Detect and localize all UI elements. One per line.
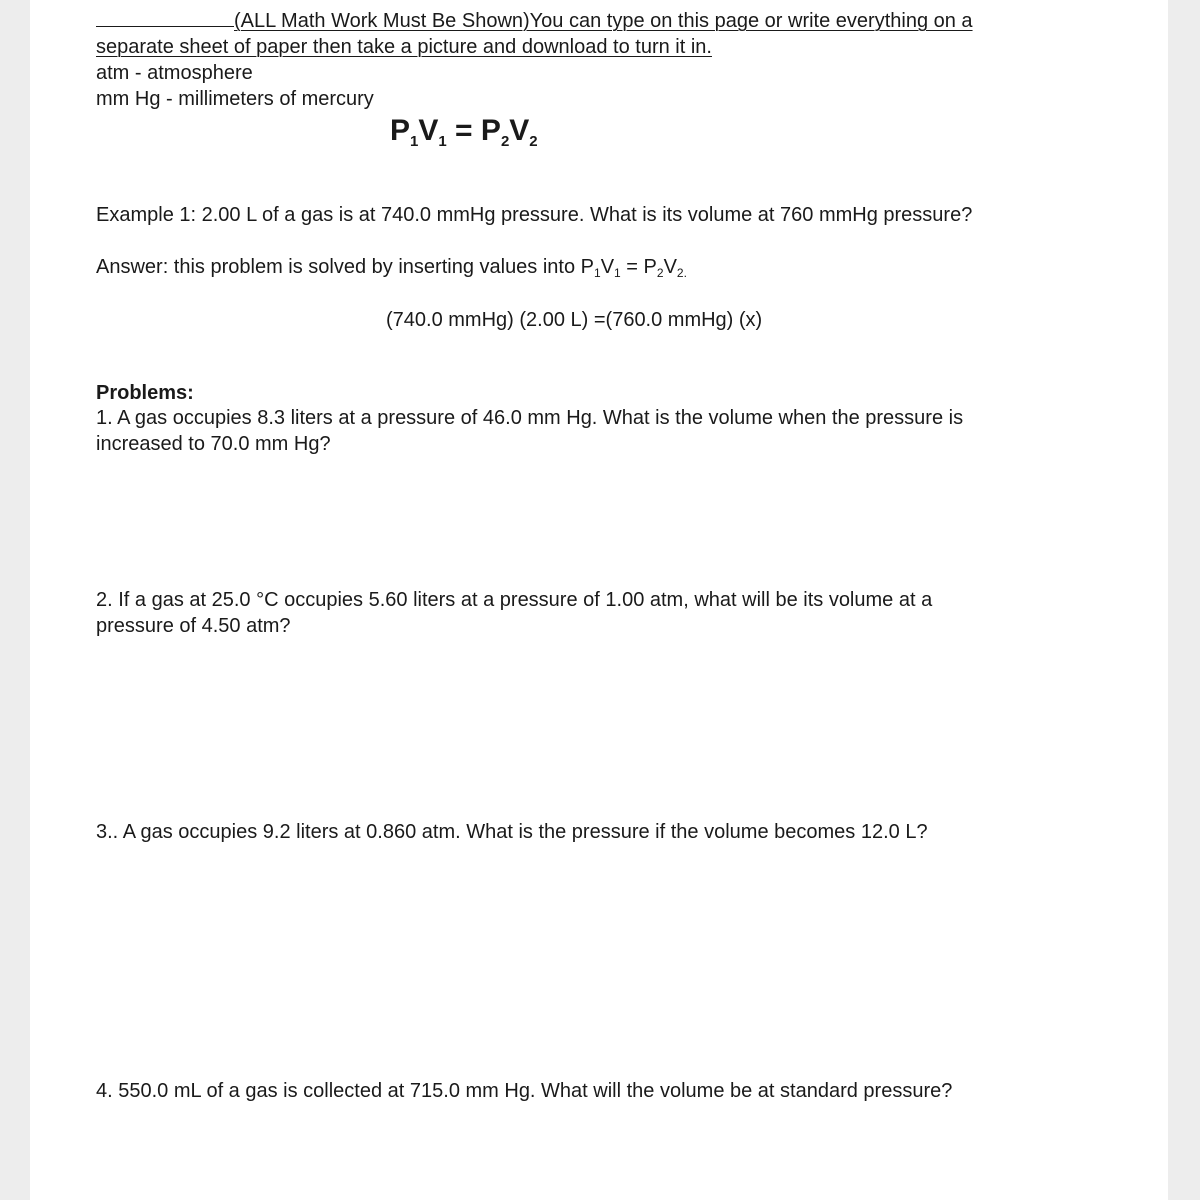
example-question: Example 1: 2.00 L of a gas is at 740.0 mmHg pressure. What is its volume at 760 mmHg pressure? bbox=[96, 204, 973, 226]
problem-3: 3.. A gas occupies 9.2 liters at 0.860 atm. What is the pressure if the volume becomes 12.0 L? bbox=[96, 821, 928, 843]
problem-1-line-1: 1. A gas occupies 8.3 liters at a pressure of 46.0 mm Hg. What is the volume when the pressure is bbox=[96, 407, 964, 429]
name-blank[interactable] bbox=[96, 8, 234, 27]
definition-atm: atm - atmosphere bbox=[96, 62, 253, 84]
problems-heading: Problems: bbox=[96, 382, 194, 404]
problem-4: 4. 550.0 mL of a gas is collected at 715.0 mm Hg. What will the volume be at standard pressure? bbox=[96, 1080, 953, 1102]
boyles-law-formula: $P_1V_1 = P_2V_2$ bbox=[390, 114, 538, 150]
problem-1-line-2: increased to 70.0 mm Hg? bbox=[96, 433, 331, 455]
example-work: (740.0 mmHg) (2.00 L) =(760.0 mmHg) (x) bbox=[386, 309, 763, 331]
problem-2-line-2: pressure of 4.50 atm? bbox=[96, 615, 291, 637]
example-answer: Answer: this problem is solved by inserting values into $P_1V_1 = P_2V_{2.}$ bbox=[96, 256, 687, 280]
problem-2-line-1: 2. If a gas at 25.0 °C occupies 5.60 liters at a pressure of 1.00 atm, what will be its volume at a bbox=[96, 589, 933, 611]
instruction-text-1: (ALL Math Work Must Be Shown)You can type on this page or write everything on a bbox=[234, 10, 973, 32]
instruction-line-1 bbox=[96, 8, 973, 34]
instruction-line-2: separate sheet of paper then take a picture and download to turn it in. bbox=[96, 36, 712, 58]
definition-mmhg: mm Hg - millimeters of mercury bbox=[96, 88, 374, 110]
